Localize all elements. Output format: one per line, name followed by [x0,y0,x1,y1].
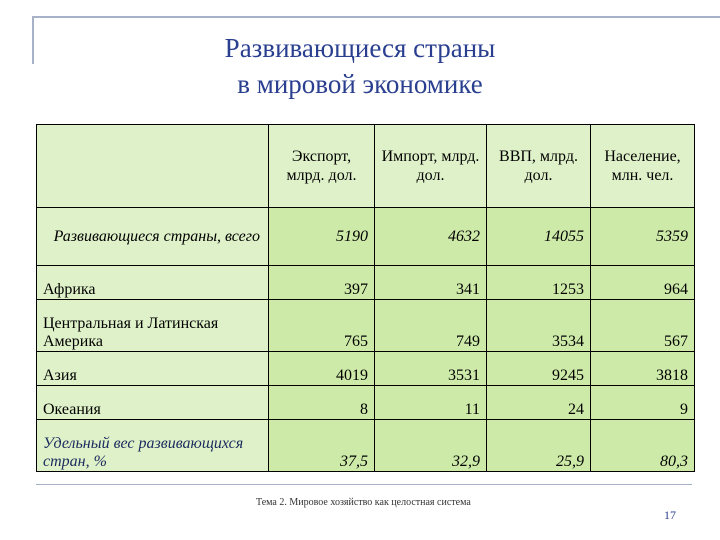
header-export: Экспорт, млрд. дол. [269,125,375,208]
frame-line-left [32,16,34,64]
cell-gdp: 25,9 [487,420,591,472]
row-label: Развивающиеся страны, всего [37,208,269,266]
footer-divider [36,484,692,485]
cell-gdp: 1253 [487,266,591,300]
cell-import: 32,9 [375,420,487,472]
table-row [37,420,695,472]
table-row [37,300,695,352]
cell-export: 4019 [269,352,375,386]
slide-title [120,30,600,102]
cell-import: 341 [375,266,487,300]
cell-population: 80,3 [591,420,695,472]
title-line-1: Развивающиеся страны [224,33,496,63]
footer-caption: Тема 2. Мировое хозяйство как целостная система [256,497,471,508]
cell-population: 3818 [591,352,695,386]
frame-line-top [32,16,720,18]
cell-gdp: 14055 [487,208,591,266]
table-header-row [37,125,695,208]
cell-export: 37,5 [269,420,375,472]
cell-import: 749 [375,300,487,352]
cell-gdp: 24 [487,386,591,420]
header-population: Население, млн. чел. [591,125,695,208]
row-label: Азия [37,352,269,386]
row-label: Удельный вес развивающихся стран, % [37,420,269,472]
cell-import: 3531 [375,352,487,386]
cell-export: 5190 [269,208,375,266]
row-label: Африка [37,266,269,300]
cell-population: 9 [591,386,695,420]
table-row [37,266,695,300]
header-gdp: ВВП, млрд. дол. [487,125,591,208]
table-row [37,208,695,266]
row-label: Центральная и Латинская Америка [37,300,269,352]
cell-export: 765 [269,300,375,352]
cell-export: 397 [269,266,375,300]
cell-population: 5359 [591,208,695,266]
cell-import: 11 [375,386,487,420]
cell-import: 4632 [375,208,487,266]
cell-export: 8 [269,386,375,420]
page-number: 17 [664,508,676,522]
table-corner-cell [37,125,269,208]
cell-gdp: 3534 [487,300,591,352]
table-row [37,352,695,386]
cell-population: 964 [591,266,695,300]
header-import: Импорт, млрд. дол. [375,125,487,208]
cell-population: 567 [591,300,695,352]
title-line-2: в мировой экономике [237,69,483,99]
data-table [36,124,695,472]
table-row [37,386,695,420]
row-label: Океания [37,386,269,420]
cell-gdp: 9245 [487,352,591,386]
